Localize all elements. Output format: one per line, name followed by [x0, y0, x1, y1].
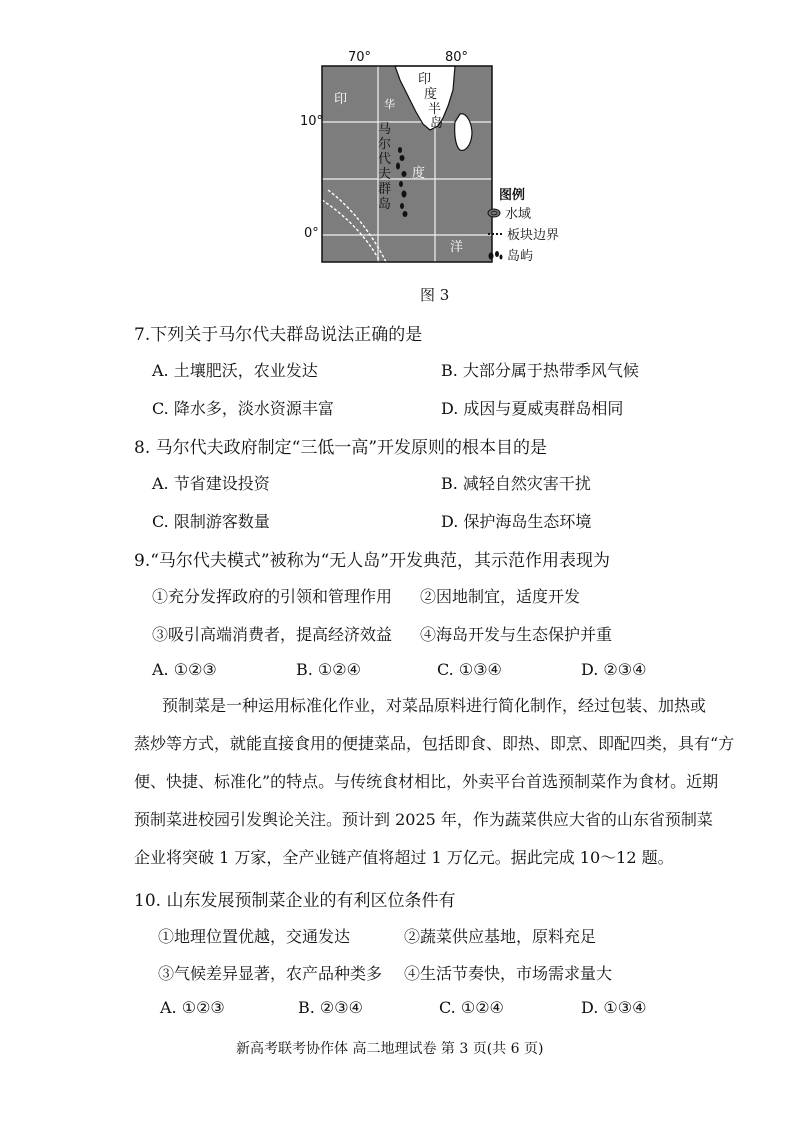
lon-label-70: 70° — [348, 50, 372, 65]
passage-line-4: 预制菜进校园引发舆论关注。预计到 2025 年，作为蔬菜供应大省的山东省预制菜 — [134, 810, 713, 829]
q8-option-b: B. 减轻自然灾害干扰 — [441, 474, 591, 493]
map-sea-area — [322, 66, 492, 262]
maldives-char: 岛 — [378, 197, 392, 212]
q7-option-a: A. 土壤肥沃，农业发达 — [152, 361, 318, 380]
legend-label-plate-boundary: 板块边界 — [507, 228, 560, 243]
legend-item-island — [487, 245, 533, 264]
legend-label-water: 水域 — [505, 207, 532, 222]
peninsula-label-3: 半 — [428, 102, 442, 117]
q9-option-b: B. ①②④ — [296, 660, 361, 679]
q7-option-d: D. 成因与夏威夷群岛相同 — [441, 399, 624, 418]
q10-item-4: ④生活节奏快，市场需求量大 — [404, 964, 613, 983]
figure-caption: 图 3 — [420, 286, 450, 304]
maldives-char: 群 — [378, 182, 392, 197]
q10-stem: 10. 山东发展预制菜企业的有利区位条件有 — [134, 891, 456, 911]
legend-item-plate-boundary — [487, 224, 559, 243]
q9-item-2: ②因地制宜，适度开发 — [420, 587, 581, 606]
lat-label-10: 10° — [300, 114, 324, 129]
q10-option-c: C. ①②④ — [439, 998, 504, 1017]
passage-line-5: 企业将突破 1 万家，全产业链产值将超过 1 万亿元。据此完成 10～12 题。 — [134, 848, 674, 867]
peninsula-label-2: 度 — [424, 87, 438, 102]
sea-label-hua: 华 — [384, 98, 395, 111]
q8-option-c: C. 限制游客数量 — [152, 512, 270, 531]
ocean-label-yang: 洋 — [450, 240, 464, 255]
q9-item-1: ①充分发挥政府的引领和管理作用 — [152, 587, 393, 606]
q7-option-b: B. 大部分属于热带季风气候 — [441, 361, 639, 380]
maldives-char: 代 — [378, 152, 392, 167]
legend-label-island: 岛屿 — [507, 249, 534, 264]
q9-item-3: ③吸引高端消费者，提高经济效益 — [152, 625, 393, 644]
passage-line-3: 便、快捷、标准化”的特点。与传统食材相比，外卖平台首选预制菜作为食材。近期 — [134, 772, 719, 791]
lat-label-0: 0° — [304, 226, 319, 241]
q9-option-c: C. ①③④ — [437, 660, 502, 679]
q7-stem: 7.下列关于马尔代夫群岛说法正确的是 — [134, 325, 423, 345]
q10-option-d: D. ①③④ — [581, 998, 647, 1017]
page-footer: 新高考联考协作体 高二地理试卷 第 3 页(共 6 页) — [236, 1041, 544, 1057]
q8-option-a: A. 节省建设投资 — [152, 474, 270, 493]
q9-option-a: A. ①②③ — [152, 660, 217, 679]
ocean-label-du: 度 — [412, 166, 426, 181]
q7-option-c: C. 降水多，淡水资源丰富 — [152, 399, 334, 418]
water-icon — [487, 208, 501, 218]
peninsula-label-4: 岛 — [430, 116, 444, 131]
q9-option-d: D. ②③④ — [581, 660, 647, 679]
plate-boundary-icon — [487, 229, 503, 239]
q10-option-a: A. ①②③ — [160, 998, 225, 1017]
q10-option-b: B. ②③④ — [298, 998, 363, 1017]
q10-item-2: ②蔬菜供应基地，原料充足 — [404, 927, 597, 946]
q8-stem: 8. 马尔代夫政府制定“三低一高”开发原则的根本目的是 — [134, 438, 548, 458]
q10-item-3: ③气候差异显著，农产品种类多 — [158, 964, 383, 983]
passage-line-2: 蒸炒等方式，就能直接食用的便捷菜品，包括即食、即热、即烹、即配四类，具有“方 — [134, 734, 735, 753]
q9-item-4: ④海岛开发与生态保护并重 — [420, 625, 613, 644]
maldives-char: 夫 — [378, 167, 392, 182]
q8-option-d: D. 保护海岛生态环境 — [441, 512, 592, 531]
lon-label-80: 80° — [445, 50, 469, 65]
maldives-char: 马 — [378, 122, 392, 137]
passage-line-1: 预制菜是一种运用标准化作业，对菜品原料进行简化制作，经过包装、加热或 — [162, 696, 707, 715]
maldives-label — [378, 122, 392, 212]
peninsula-label-1: 印 — [418, 72, 432, 87]
maldives-char: 尔 — [378, 137, 392, 152]
ocean-label-yin: 印 — [334, 92, 348, 107]
q10-item-1: ①地理位置优越，交通发达 — [158, 927, 351, 946]
island-icon — [487, 249, 503, 261]
legend-title: 图例 — [499, 188, 526, 203]
q9-stem: 9.“马尔代夫模式”被称为“无人岛”开发典范，其示范作用表现为 — [134, 551, 610, 571]
legend-item-water — [487, 203, 531, 222]
